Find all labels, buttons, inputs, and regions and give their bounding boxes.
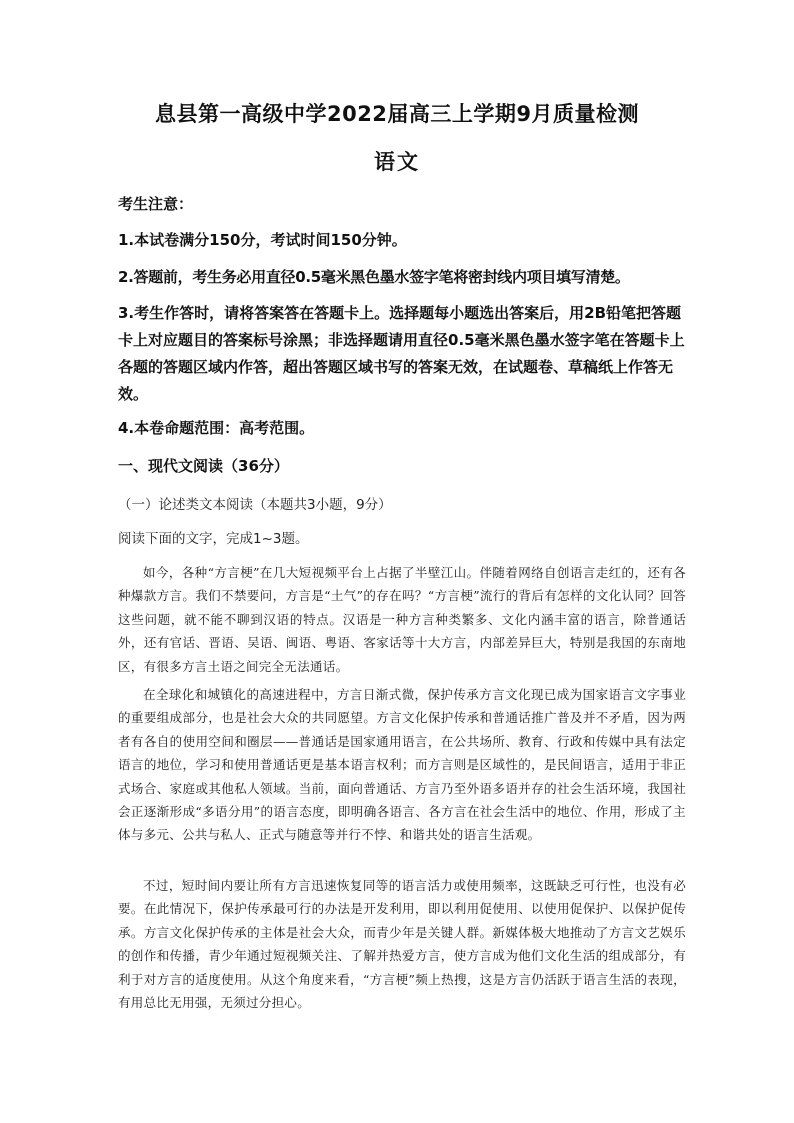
notice-item-3: 3.考生作答时，请将答案答在答题卡上。选择题每小题选出答案后，用2B铅笔把答题卡上对应题目的答案标号涂黑；非选择题请用直径0.5毫米黑色墨水签字笔在答题卡上各题的答题区域内作答，超出答题区域书写的答案无效，在试题卷、草稿纸上作答无效。 [118, 304, 685, 403]
passage-paragraph-2: 在全球化和城镇化的高速进程中，方言日渐式微，保护传承方言文化现已成为国家语言文字事业的重要组成部分，也是社会大众的共同愿望。方言文化保护传承和普通话推广普及并不矛盾，因为两者有各自的使用空间和圈层——普通话是国家通用语言，在公共场所、教育、行政和传媒中具有法定语言的地位，学习和使用普通话更是基本语言权利；而方言则是区域性的，是民间语言，适用于非正式场合、家庭或其他私人领域。当前，面向普通话、方言乃至外语多语并存的社会生活环境，我国社会正逐渐形成“多语分用”的语言态度，即明确各语言、各方言在社会生活中的地位、作用，形成了主体与多元、公共与私人、正式与随意等并行不悖、和谐共处的语言生活观。 [118, 687, 686, 843]
reading-instruction: 阅读下面的文字，完成1~3题。 [118, 531, 309, 547]
passage-paragraph-1: 如今，各种“方言梗”在几大短视频平台上占据了半壁江山。伴随着网络自创语言走红的，还有各种爆款方言。我们不禁要问，方言是“土气”的存在吗？“方言梗”流行的背后有怎样的文化认同？回答这些问题，就不能不聊到汉语的特点。汉语是一种方言种类繁多、文化内涵丰富的语言，除普通话外，还有官话、晋语、吴语、闽语、粤语、客家话等十大方言，内部差异巨大，特别是我国的东南地区，有很多方言土语之间完全无法通话。 [118, 565, 686, 674]
notice-item-2: 2.答题前，考生务必用直径0.5毫米黑色墨水签字笔将密封线内项目填写清楚。 [118, 268, 630, 286]
subject-title: 语文 [374, 150, 420, 174]
passage-paragraph-3: 不过，短时间内要让所有方言迅速恢复同等的语言活力或使用频率，这既缺乏可行性，也没有必要。在此情况下，保护传承最可行的办法是开发利用，即以利用促使用、以使用促保护、以保护促传承。方言文化保护传承的主体是社会大众，而青少年是关键人群。新媒体极大地推动了方言文艺娱乐的创作和传播，青少年通过短视频关注、了解并热爱方言，使方言成为他们文化生活的组成部分，有利于对方言的适度使用。从这个角度来看，“方言梗”频上热搜，这是方言仍活跃于语言生活的表现，有用总比无用强，无须过分担心。 [118, 878, 686, 1011]
notice-item-4: 4.本卷命题范围：高考范围。 [118, 419, 315, 437]
section-heading: 一、现代文阅读（36分） [118, 457, 289, 475]
notice-heading: 考生注意： [118, 195, 194, 213]
exam-title: 息县第一高级中学2022届高三上学期9月质量检测 [154, 102, 640, 126]
subsection-heading: （一）论述类文本阅读（本题共3小题，9分） [118, 497, 392, 513]
notice-item-1: 1.本试卷满分150分，考试时间150分钟。 [118, 231, 407, 249]
